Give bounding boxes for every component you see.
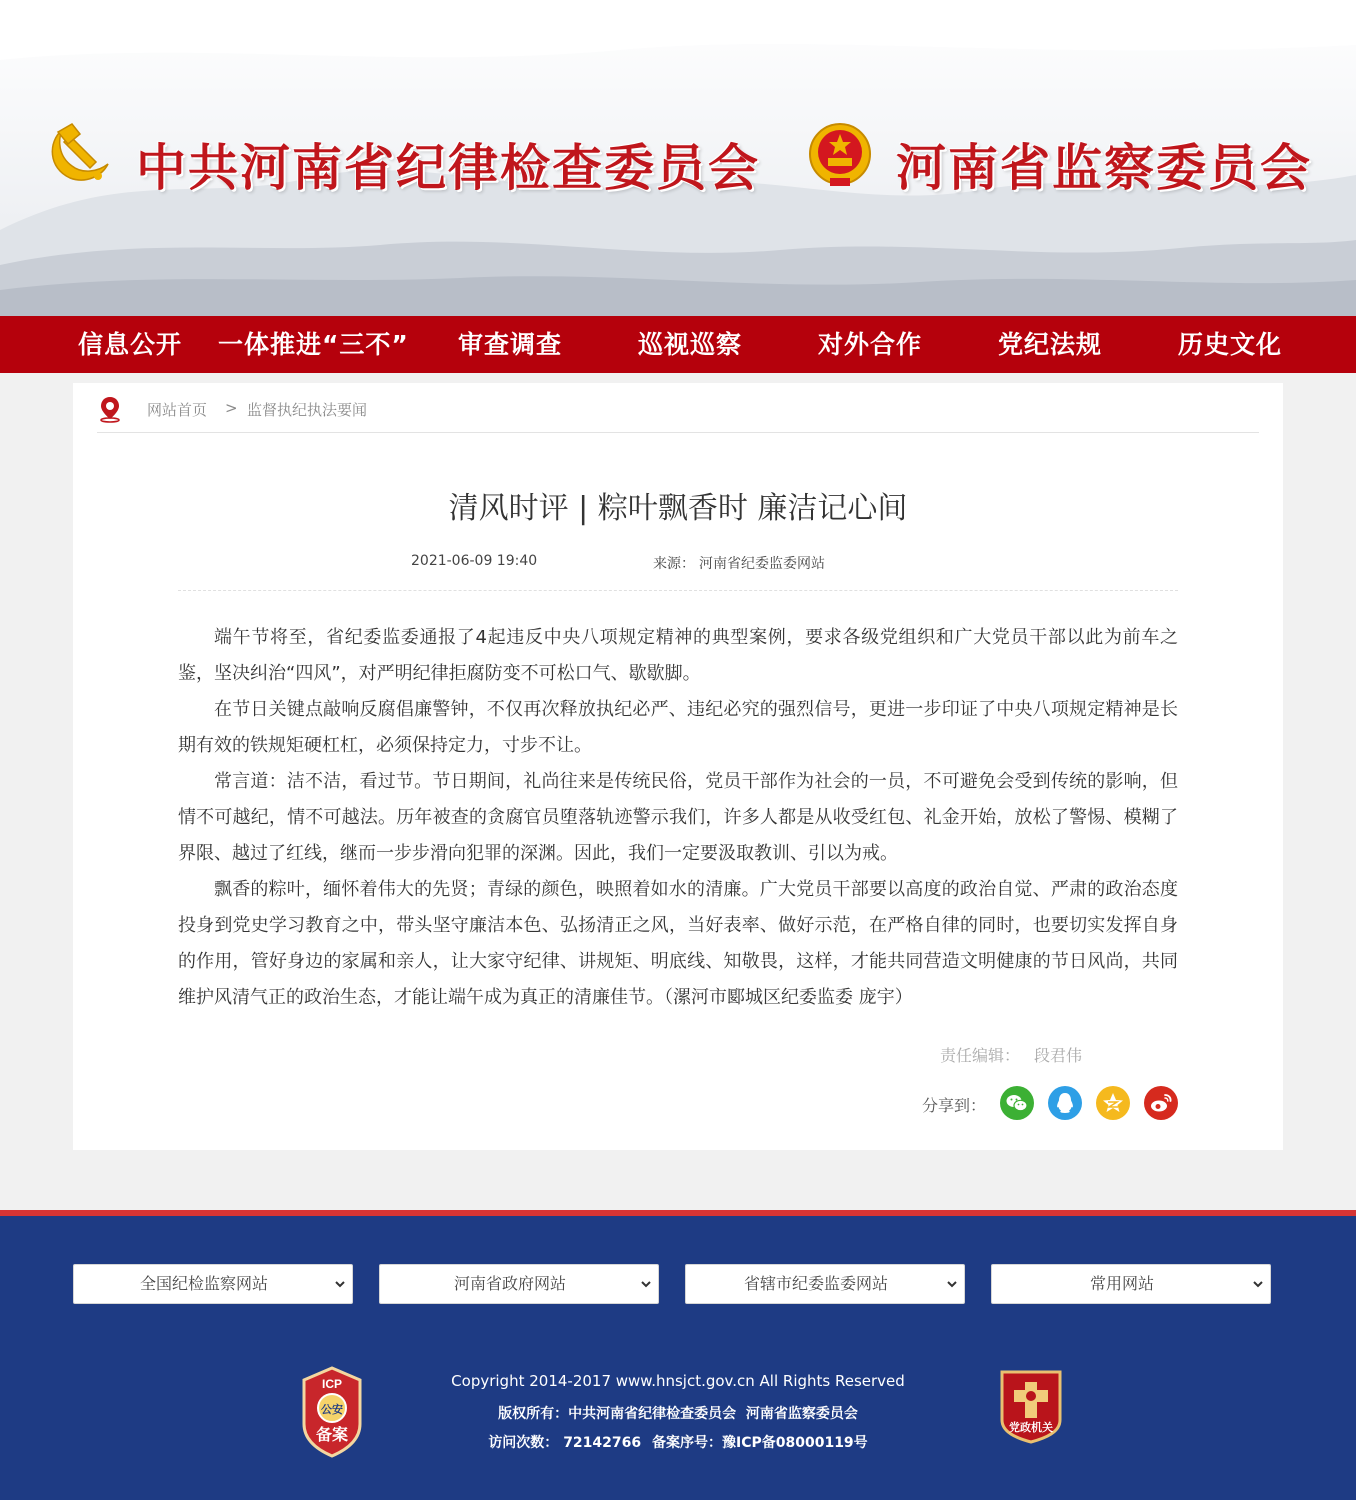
article-paragraph: 在节日关键点敲响反腐倡廉警钟，不仅再次释放执纪必严、违纪必究的强烈信号，更进一步印证了中央八项规定精神是长期有效的铁规矩硬杠杠，必须保持定力，寸步不让。 xyxy=(178,699,1178,756)
editor-name: 段君伟 xyxy=(1034,1046,1083,1065)
national-emblem-icon xyxy=(806,120,874,190)
article-panel xyxy=(73,383,1283,1150)
qq-icon xyxy=(1048,1086,1082,1120)
chevron-down-icon xyxy=(334,1278,346,1290)
select-label: 河南省政府网站 xyxy=(453,1274,566,1293)
badge-police-text: 公安 xyxy=(321,1403,343,1416)
article-source-label: 来源： xyxy=(653,556,695,572)
visits-line xyxy=(0,1432,1356,1452)
nav-item-inspection[interactable]: 巡视巡察 xyxy=(638,330,743,359)
org-title-left: 中共河南省纪律检查委员会 xyxy=(136,138,760,197)
org-title-right: 河南省监察委员会 xyxy=(896,138,1312,197)
visits-count: 72142766 xyxy=(563,1435,642,1451)
owner-line xyxy=(0,1403,1356,1423)
nav-item-regulations[interactable]: 党纪法规 xyxy=(998,330,1103,359)
copyright-text: Copyright 2014-2017 www.hnsjct.gov.cn All Rights Reserved xyxy=(451,1372,905,1390)
select-label: 常用网站 xyxy=(1089,1274,1154,1293)
weibo-icon xyxy=(1144,1086,1178,1120)
footer xyxy=(0,1216,1356,1500)
article-date: 2021-06-09 19:40 xyxy=(411,553,538,569)
share-qzone-button[interactable] xyxy=(1096,1086,1130,1120)
share-weibo-button[interactable] xyxy=(1144,1086,1178,1120)
header-banner xyxy=(0,0,1356,316)
badge-icp-text: ICP xyxy=(321,1377,343,1391)
share-qq-button[interactable] xyxy=(1048,1086,1082,1120)
article-paragraph: 飘香的粽叶，缅怀着伟大的先贤；青绿的颜色，映照着如水的清廉。广大党员干部要以高度的政治自觉、严肃的政治态度投身到党史学习教育之中，带头坚守廉洁本色、弘扬清正之风，当好表率、做好示范，在严格自律的同时，也要切实发挥自身的作用，管好身边的家属和亲人，让大家守纪律、讲规矩、明底线、知敬畏，这样，才能共同营造文明健康的节日风尚，共同维护风清气正的政治生态，才能让端午成为真正的清廉佳节。（漯河市郾城区纪委监委 庞宇） xyxy=(178,879,1178,1008)
article-body xyxy=(178,620,1178,1016)
visits-label: 访问次数： xyxy=(488,1435,559,1451)
badge-party-gov-text: 党政机关 xyxy=(1009,1421,1053,1434)
location-pin-icon xyxy=(97,395,123,423)
meta-divider xyxy=(178,590,1178,591)
select-common-sites[interactable] xyxy=(991,1264,1271,1304)
party-emblem-icon xyxy=(40,118,112,190)
select-city-sites[interactable] xyxy=(685,1264,965,1304)
breadcrumb-current[interactable]: 监督执纪执法要闻 xyxy=(247,401,368,419)
main-nav xyxy=(0,316,1356,373)
owner-label: 版权所有： xyxy=(498,1406,569,1422)
nav-item-info-disclosure[interactable]: 信息公开 xyxy=(78,330,183,359)
wechat-icon xyxy=(1000,1086,1034,1120)
icp-label: 备案序号： xyxy=(652,1435,722,1451)
article-paragraph: 端午节将至，省纪委监委通报了4起违反中央八项规定精神的典型案例，要求各级党组织和广大党员干部以此为前车之鉴，坚决纠治“四风”，对严明纪律拒腐防变不可松口气、歇歇脚。 xyxy=(178,627,1178,684)
chevron-down-icon xyxy=(640,1278,652,1290)
share-wechat-button[interactable] xyxy=(1000,1086,1034,1120)
party-gov-badge-icon[interactable] xyxy=(998,1366,1064,1444)
nav-item-three-no[interactable]: 一体推进“三不” xyxy=(218,330,409,359)
nav-item-investigation[interactable]: 审查调查 xyxy=(458,330,563,359)
icp-number[interactable]: 豫ICP备08000119号 xyxy=(722,1435,868,1451)
select-label: 省辖市纪委监委网站 xyxy=(743,1274,888,1293)
select-province-gov-sites[interactable] xyxy=(379,1264,659,1304)
article-source: 河南省纪委监委网站 xyxy=(699,556,825,572)
editor-label: 责任编辑： xyxy=(940,1046,1021,1065)
article-paragraph: 常言道：洁不洁，看过节。节日期间，礼尚往来是传统民俗，党员干部作为社会的一员，不可避免会受到传统的影响，但情不可越纪，情不可越法。历年被查的贪腐官员堕落轨迹警示我们，许多人都是从收受红包、礼金开始，放松了警惕、模糊了界限、越过了红线，继而一步步滑向犯罪的深渊。因此，我们一定要汲取教训、引以为戒。 xyxy=(178,771,1178,864)
badge-record-text: 备案 xyxy=(315,1425,349,1444)
qzone-icon xyxy=(1096,1086,1130,1120)
owner-name: 中共河南省纪律检查委员会 河南省监察委员会 xyxy=(568,1406,858,1422)
select-national-sites[interactable] xyxy=(73,1264,353,1304)
article-title: 清风时评 | 粽叶飘香时 廉洁记心间 xyxy=(448,491,908,526)
select-label: 全国纪检监察网站 xyxy=(139,1274,268,1293)
chevron-down-icon xyxy=(946,1278,958,1290)
breadcrumb-separator: > xyxy=(225,399,238,417)
breadcrumb xyxy=(97,383,1259,433)
breadcrumb-home[interactable]: 网站首页 xyxy=(147,401,208,419)
nav-item-history[interactable]: 历史文化 xyxy=(1178,330,1283,359)
chevron-down-icon xyxy=(1252,1278,1264,1290)
nav-item-cooperation[interactable]: 对外合作 xyxy=(818,330,923,359)
share-label: 分享到： xyxy=(922,1096,987,1115)
